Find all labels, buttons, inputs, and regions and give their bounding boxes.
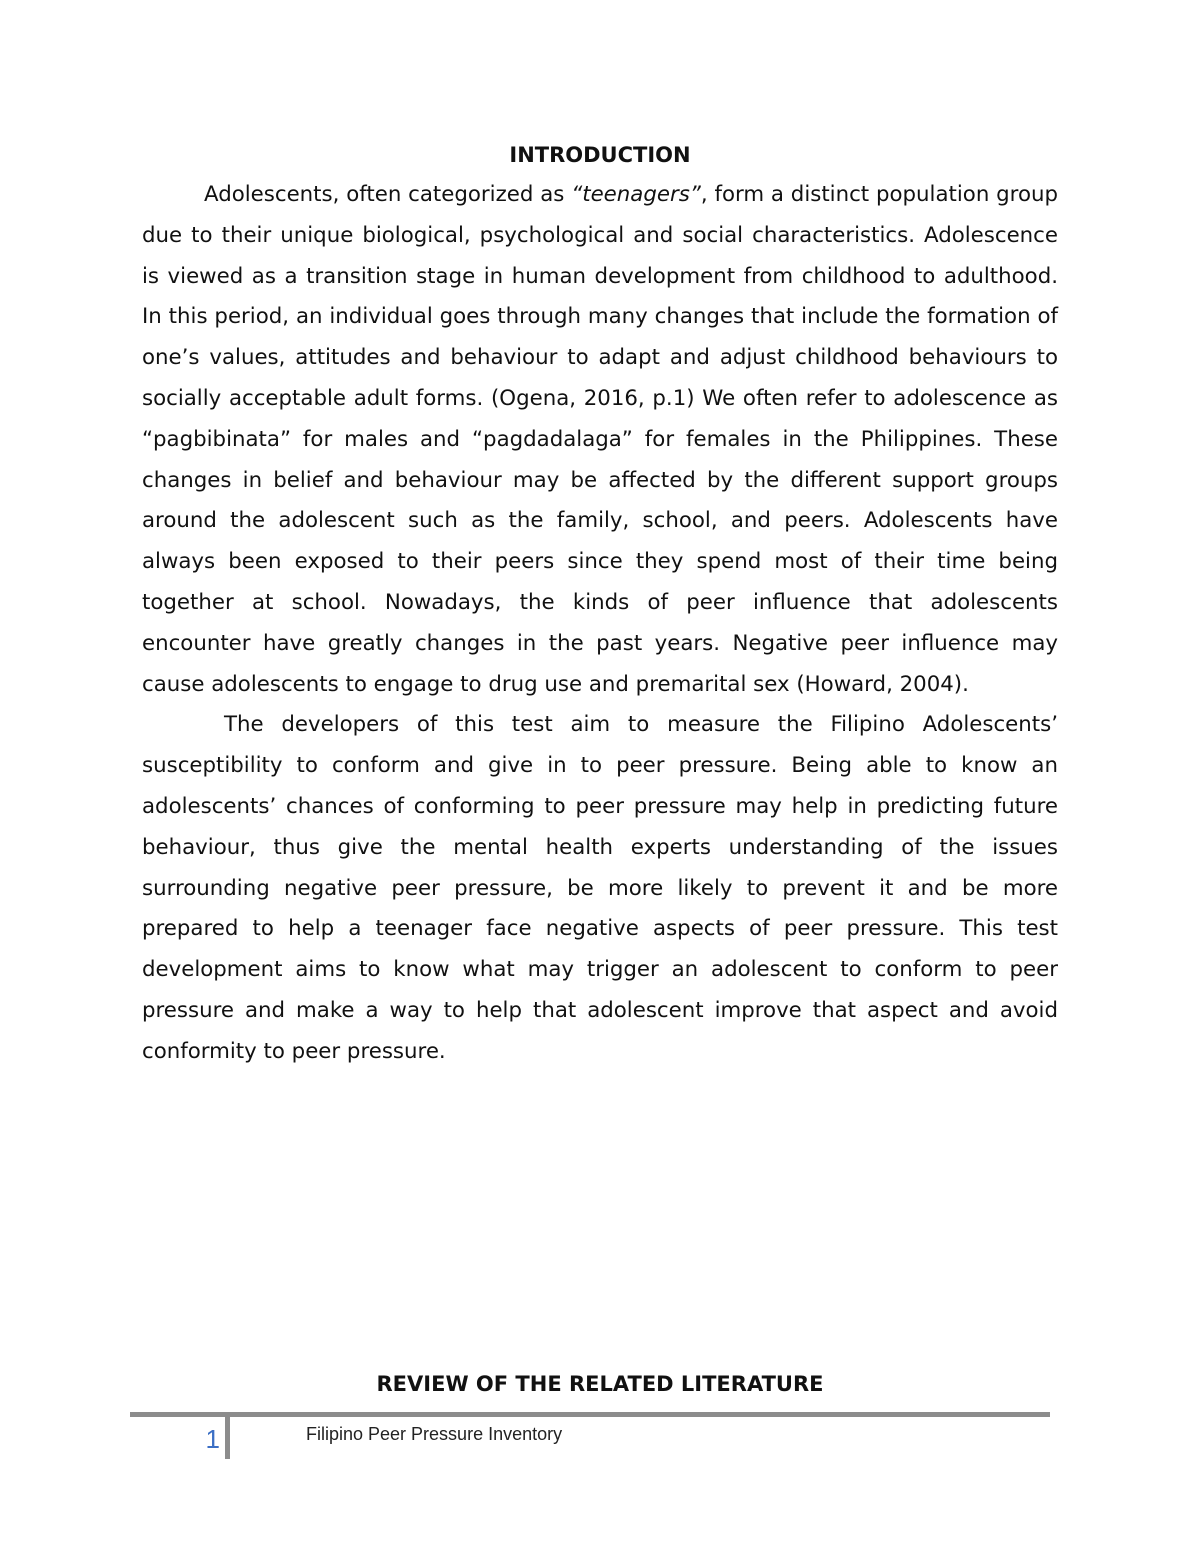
paragraph-introduction-1 xyxy=(142,175,1058,705)
teenagers-term: “teenagers” xyxy=(571,182,701,207)
paragraph-1-rest: , form a distinct population group due to their unique biological, psychological and social characteristics. Adolescence is viewed as a transition stage in human development from childhood to adulthood. In this period, an individual goes through many changes that include the formation of one’s values, attitudes and behaviour to adapt and adjust childhood behaviours to socially acceptable adult forms. (Ogena, 2016, p.1) We often refer to adolescence as “pagbibinata” for males and “pagdadalaga” for females in the Philippines. These changes in belief and behaviour may be affected by the different support groups around the adolescent such as the family, school, and peers. Adolescents have always been exposed to their peers since they spend most of their time being together at school. Nowadays, the kinds of peer influence that adolescents encounter have greatly changes in the past years. Negative peer influence may cause adolescents to engage to drug use and premarital sex (Howard, 2004). xyxy=(142,182,1058,697)
section-heading: REVIEW OF THE RELATED LITERATURE xyxy=(376,1372,824,1396)
body-text xyxy=(142,175,1058,1073)
footer-divider xyxy=(225,1412,230,1459)
page-number: 1 xyxy=(205,1424,220,1454)
footer-running-title: Filipino Peer Pressure Inventory xyxy=(306,1424,563,1444)
paragraph-introduction-2: The developers of this test aim to measure the Filipino Adolescents’ susceptibility to conform and give in to peer pressure. Being able to know an adolescents’ chances of conforming to peer pressure may help in predicting future behaviour, thus give the mental health experts understanding of the issues surrounding negative peer pressure, be more likely to prevent it and be more prepared to help a teenager face negative aspects of peer pressure. This test development aims to know what may trigger an adolescent to conform to peer pressure and make a way to help that adolescent improve that aspect and avoid conformity to peer pressure. xyxy=(142,712,1058,1064)
paragraph-1-lead: Adolescents, often categorized as xyxy=(204,182,572,207)
page-title: INTRODUCTION xyxy=(509,143,691,167)
footer-rule xyxy=(130,1412,1050,1417)
